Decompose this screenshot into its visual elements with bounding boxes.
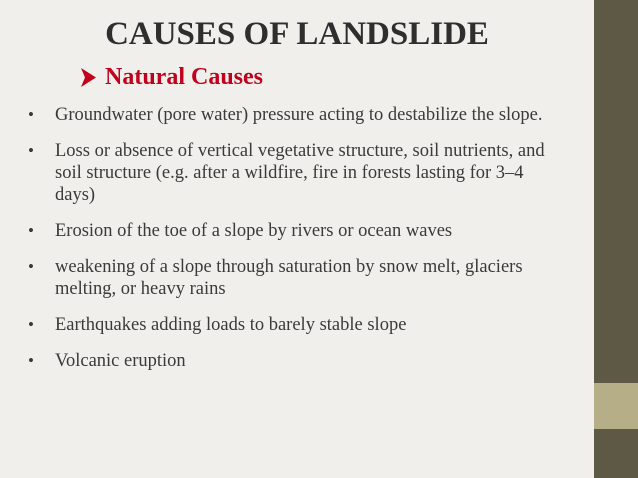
list-item	[28, 314, 568, 336]
list-item-text: Earthquakes adding loads to barely stable slope	[55, 315, 407, 335]
subheading-label: Natural Causes	[105, 64, 264, 90]
bullet-icon: •	[28, 351, 34, 370]
bullet-icon: •	[28, 257, 34, 276]
list-item-text: Groundwater (pore water) pressure acting to destabilize the slope.	[55, 105, 543, 125]
bullet-icon: •	[28, 315, 34, 334]
slide-title: CAUSES OF LANDSLIDE	[105, 16, 489, 52]
causes-list	[28, 104, 568, 386]
section-subheading	[80, 62, 263, 92]
side-decoration-accent	[594, 383, 638, 429]
list-item	[28, 350, 568, 372]
arrow-right-icon	[80, 68, 97, 87]
list-item	[28, 140, 568, 206]
list-item-text: Loss or absence of vertical vegetative structure, soil nutrients, and soil structure (e.g. after a wildfire, fire in forests lasting for 3–4 days)	[55, 141, 545, 205]
list-item-text: weakening of a slope through saturation by snow melt, glaciers melting, or heavy rains	[55, 257, 523, 299]
list-item	[28, 256, 568, 300]
list-item-text: Erosion of the toe of a slope by rivers or ocean waves	[55, 221, 453, 241]
list-item-text: Volcanic eruption	[55, 351, 186, 371]
list-item	[28, 220, 568, 242]
bullet-icon: •	[28, 221, 34, 240]
bullet-icon: •	[28, 141, 34, 160]
list-item	[28, 104, 568, 126]
bullet-icon: •	[28, 105, 34, 124]
